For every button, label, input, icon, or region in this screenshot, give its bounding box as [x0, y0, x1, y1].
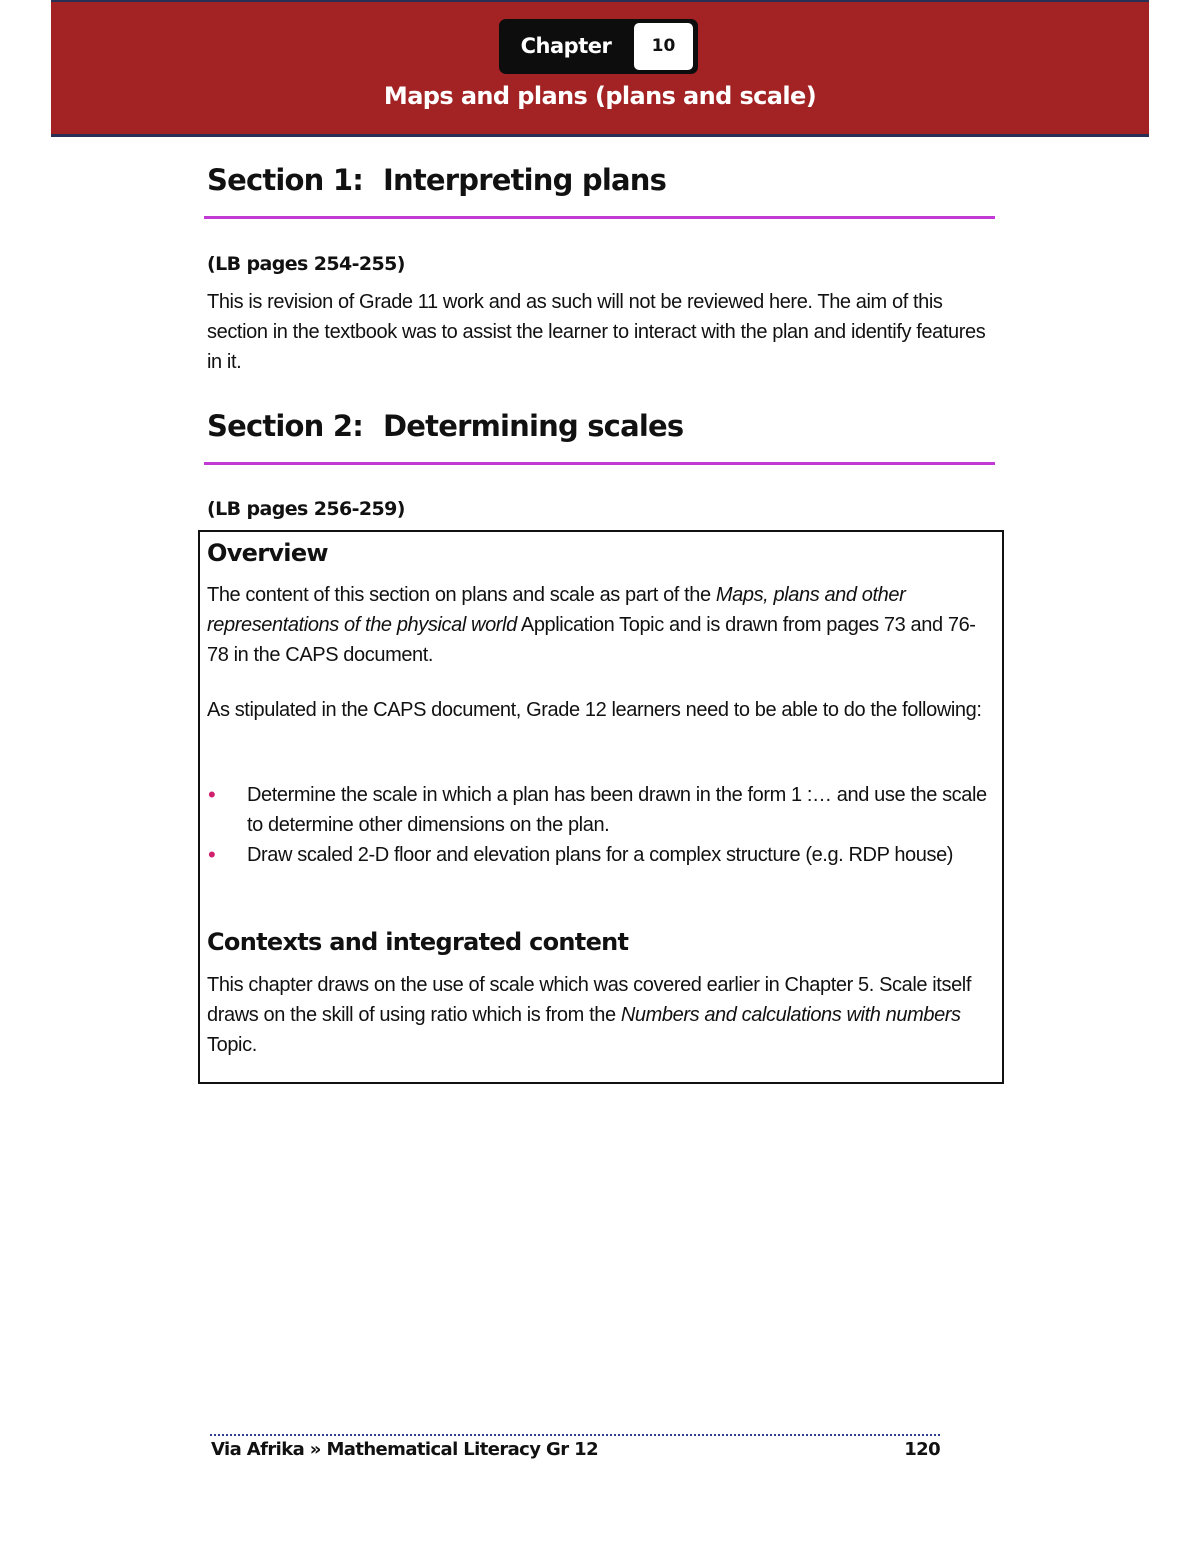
section-2-divider	[204, 462, 995, 465]
section-1-divider	[204, 216, 995, 219]
footer-publisher: Via Afrika » Mathematical Literacy Gr 12	[211, 1439, 599, 1460]
section-2-title: Determining scales	[383, 409, 684, 443]
list-item-text: Draw scaled 2-D floor and elevation plans for a complex structure (e.g. RDP house)	[247, 844, 954, 866]
overview-paragraph-2: As stipulated in the CAPS document, Grade 12 learners need to be able to do the following:	[207, 699, 982, 721]
overview-paragraph-1-italic: Maps, plans and other representations of the physical world	[207, 584, 906, 636]
overview-paragraph-1	[207, 580, 992, 670]
contexts-paragraph-italic: Numbers and calculations with numbers	[620, 1004, 961, 1026]
chapter-number: 10	[634, 23, 693, 70]
section-1-number: Section 1:	[207, 163, 363, 197]
chapter-badge	[499, 19, 698, 74]
chapter-label: Chapter	[520, 34, 612, 58]
list-item	[207, 780, 987, 840]
chapter-title: Maps and plans (plans and scale)	[383, 82, 817, 110]
contexts-paragraph	[207, 970, 992, 1060]
section-2-lb-pages: (LB pages 256-259)	[207, 498, 405, 520]
section-1-body: This is revision of Grade 11 work and as such will not be reviewed here. The aim of this section in the textbook was to assist the learner to interact with the plan and identify features in it.	[207, 291, 986, 373]
section-1-heading	[207, 163, 666, 197]
section-1-title: Interpreting plans	[383, 163, 667, 197]
section-2-number: Section 2:	[207, 409, 363, 443]
list-item	[207, 840, 987, 870]
bullet-icon: •	[208, 842, 216, 867]
list-item-text: Determine the scale in which a plan has been drawn in the form 1 :… and use the scale to determine other dimensions on the plan.	[247, 784, 987, 836]
section-1-lb-pages: (LB pages 254-255)	[207, 253, 405, 275]
contexts-paragraph-text: This chapter draws on the use of scale which was covered earlier in Chapter 5. Scale itself draws on the skill of using ratio which is from the	[207, 974, 971, 1026]
overview-heading: Overview	[207, 539, 328, 567]
overview-bullet-list	[207, 780, 987, 870]
contexts-heading: Contexts and integrated content	[207, 928, 629, 956]
page-number: 120	[904, 1439, 940, 1460]
footer-divider	[210, 1434, 940, 1436]
bullet-icon: •	[208, 782, 216, 807]
contexts-paragraph-text-end: Topic.	[207, 1034, 257, 1056]
overview-paragraph-1-text-end: Application Topic and is drawn from pages 73 and 76-78 in the CAPS document.	[207, 614, 976, 666]
section-2-heading	[207, 409, 683, 443]
overview-paragraph-1-text: The content of this section on plans and scale as part of the	[207, 584, 716, 606]
